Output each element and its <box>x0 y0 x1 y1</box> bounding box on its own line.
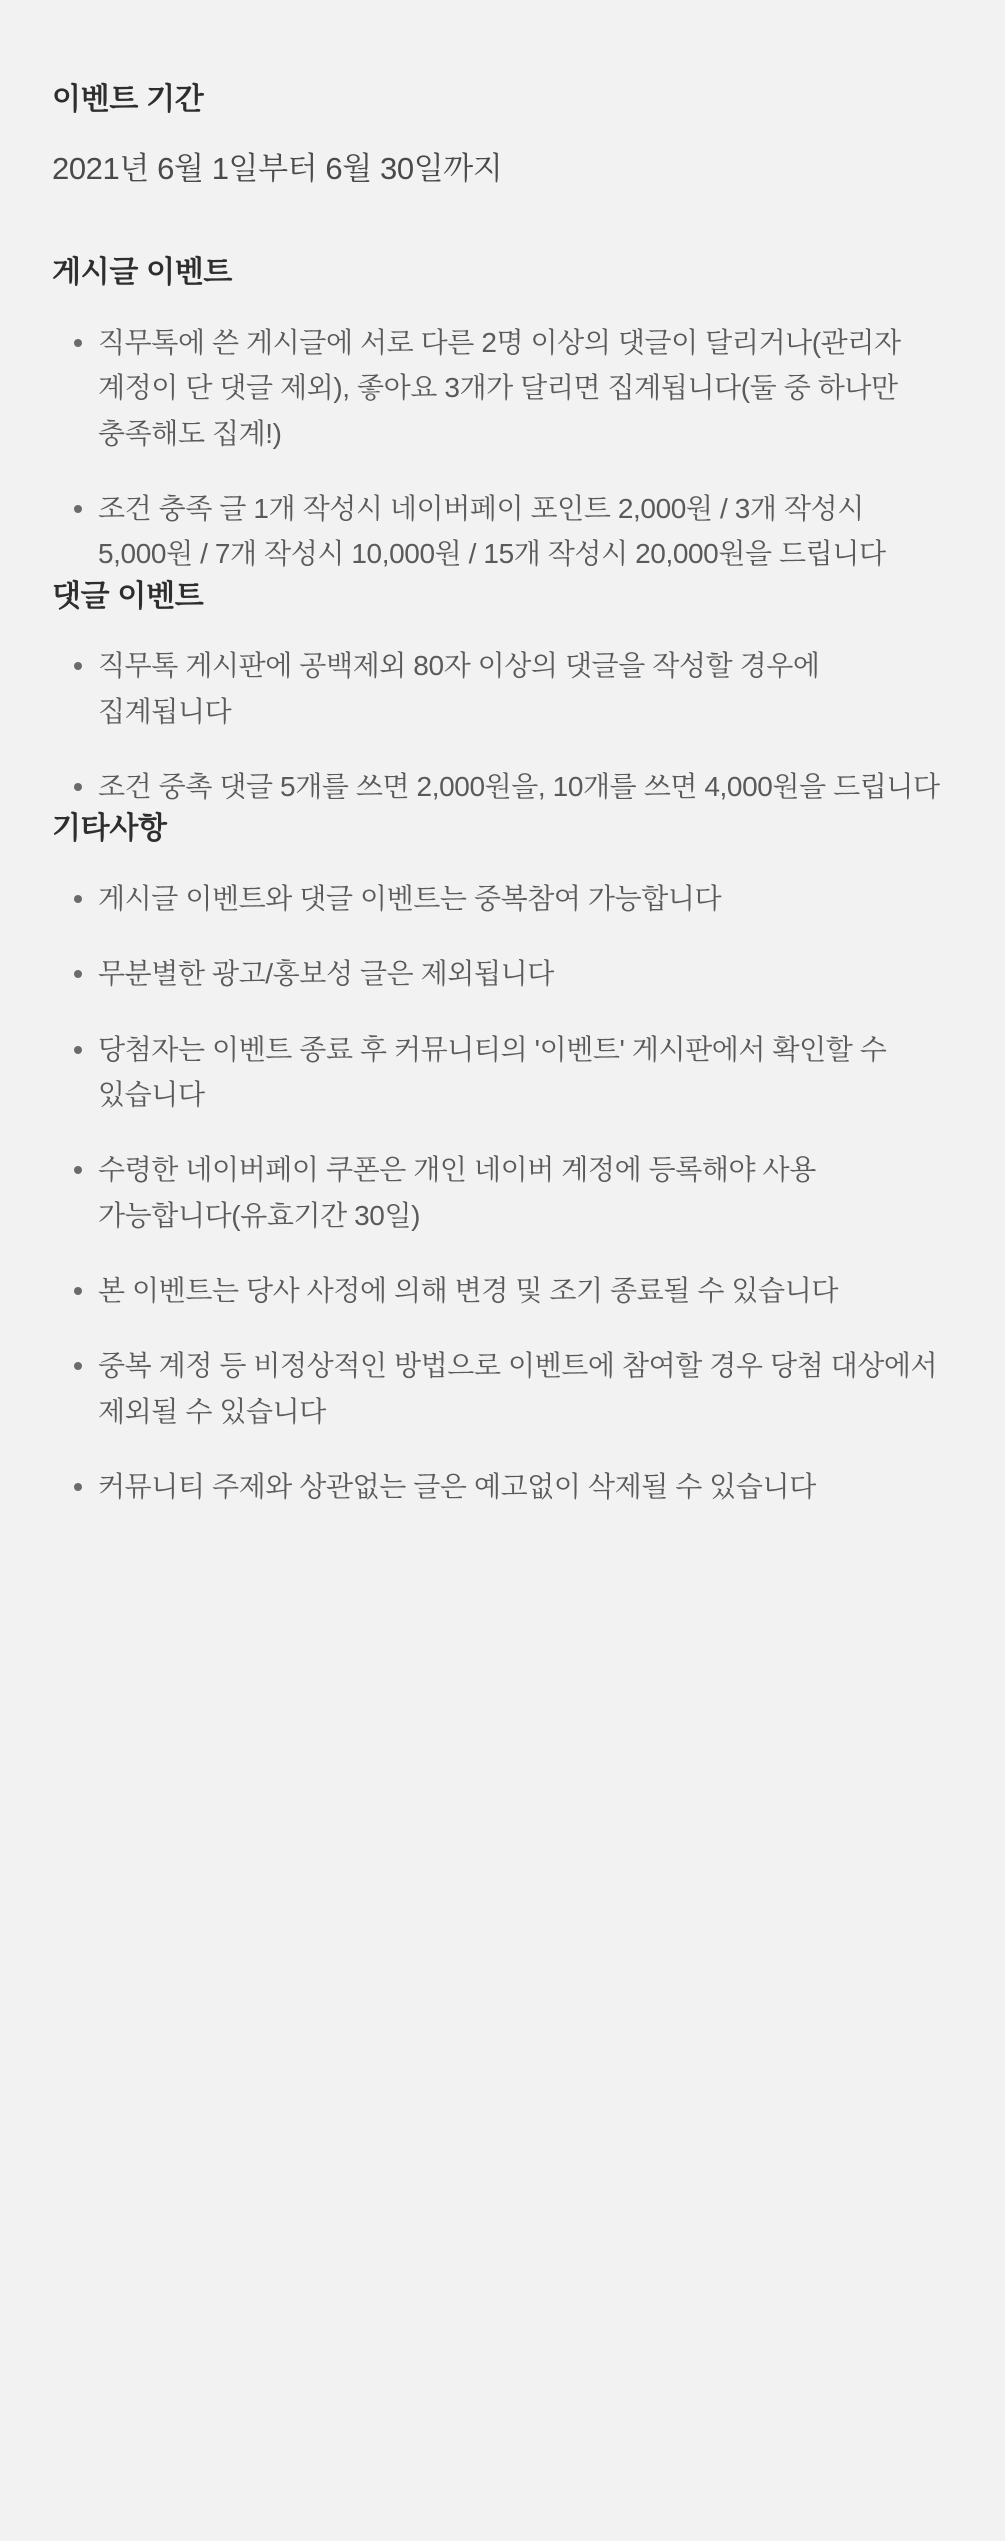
comment-event-list <box>52 643 953 809</box>
event-period-text: 2021년 6월 1일부터 6월 30일까지 <box>52 150 503 186</box>
list-item: 당첨자는 이벤트 종료 후 커뮤니티의 '이벤트' 게시판에서 확인할 수 있습니다 <box>52 1027 953 1118</box>
section-etc <box>52 809 953 1509</box>
list-item: 조건 충족 글 1개 작성시 네이버페이 포인트 2,000원 / 3개 작성시 5,000원 / 7개 작성시 10,000원 / 15개 작성시 20,000원을 드립니다 <box>52 486 953 577</box>
list-item: 조건 중촉 댓글 5개를 쓰면 2,000원을, 10개를 쓰면 4,000원을 드립니다 <box>52 764 953 809</box>
list-item: 커뮤니티 주제와 상관없는 글은 예고없이 삭제될 수 있습니다 <box>52 1464 953 1509</box>
list-item: 무분별한 광고/홍보성 글은 제외됩니다 <box>52 951 953 996</box>
list-item: 직무톡에 쓴 게시글에 서로 다른 2명 이상의 댓글이 달리거나(관리자 계정이 단 댓글 제외), 좋아요 3개가 달리면 집계됩니다(둘 중 하나만 충족해도 집계!) <box>52 320 953 456</box>
section-heading-post-event: 게시글 이벤트 <box>52 256 233 290</box>
list-item: 게시글 이벤트와 댓글 이벤트는 중복참여 가능합니다 <box>52 876 953 921</box>
list-item: 수령한 네이버페이 쿠폰은 개인 네이버 계정에 등록해야 사용 가능합니다(유효기간 30일) <box>52 1147 953 1238</box>
section-post-event <box>52 253 953 576</box>
section-comment-event <box>52 577 953 810</box>
section-heading-etc: 기타사항 <box>52 812 167 846</box>
list-item: 중복 계정 등 비정상적인 방법으로 이벤트에 참여할 경우 당첨 대상에서 제외될 수 있습니다 <box>52 1343 953 1434</box>
section-event-period <box>52 80 953 191</box>
list-item: 본 이벤트는 당사 사정에 의해 변경 및 조기 종료될 수 있습니다 <box>52 1268 953 1313</box>
section-heading-comment-event: 댓글 이벤트 <box>52 579 204 613</box>
section-heading-event-period: 이벤트 기간 <box>52 83 204 116</box>
list-item: 직무톡 게시판에 공백제외 80자 이상의 댓글을 작성할 경우에 집계됩니다 <box>52 643 953 734</box>
etc-list <box>52 876 953 1510</box>
post-event-list <box>52 320 953 577</box>
